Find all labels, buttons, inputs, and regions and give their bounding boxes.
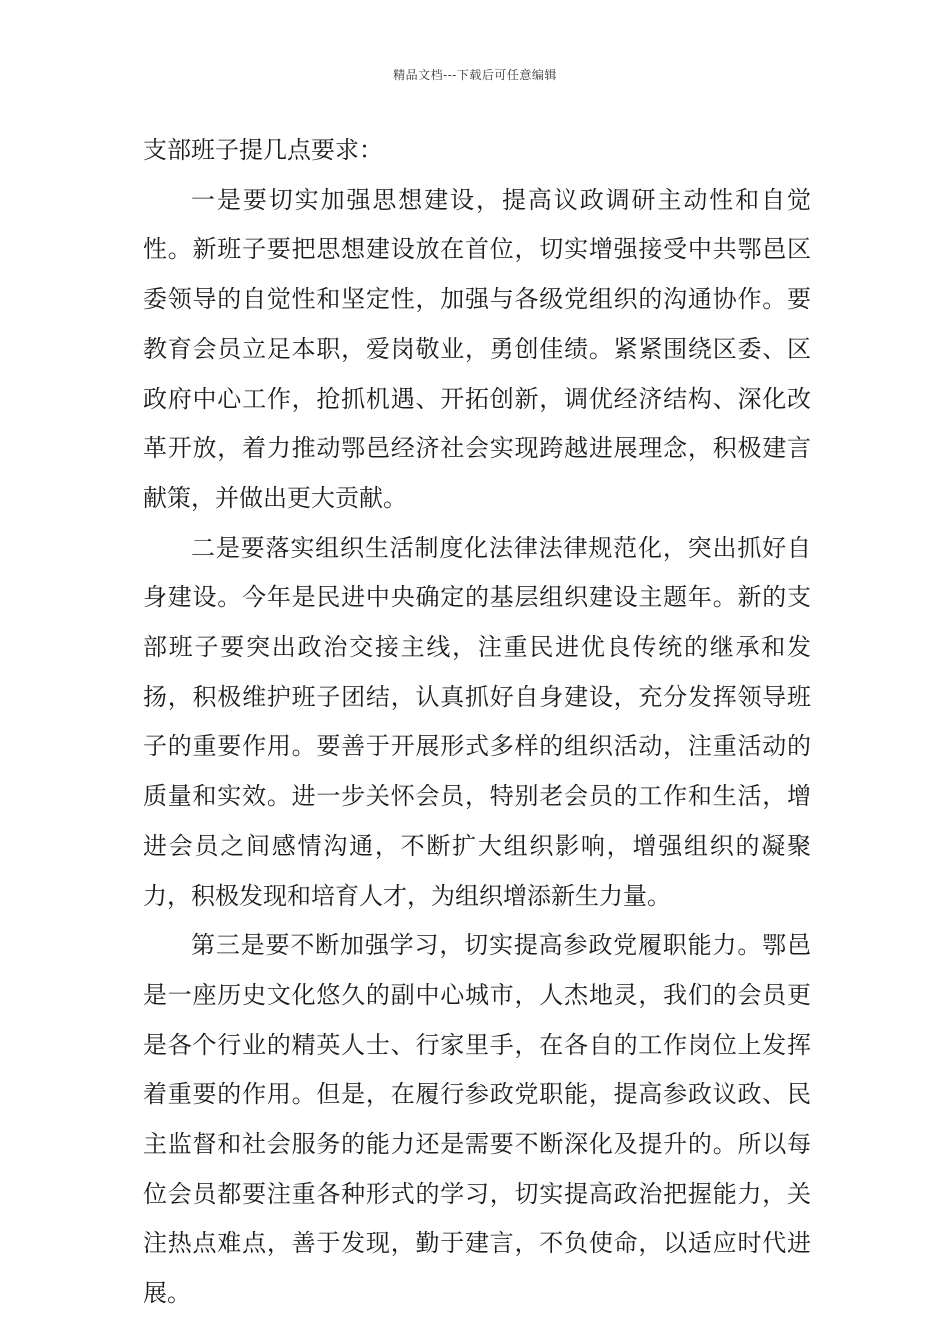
page-header: 精品文档---下载后可任意编辑 <box>393 68 557 82</box>
paragraph-intro: 支部班子提几点要求： <box>143 136 383 164</box>
paragraph-first-requirement: 一是要切实加强思想建设，提高议政调研主动性和自觉性。新班子要把思想建设放在首位，切实增强接受中共鄂邑区委领导的自觉性和坚定性，加强与各级党组织的沟通协作。要教育会员立足本职，爱岗敬业，勇创佳绩。紧紧围绕区委、区政府中心工作，抢抓机遇、开拓创新，调优经济结构、深化改革开放，着力推动鄂邑经济社会实现跨越进展理念，积极建言献策，并做出更大贡献。 <box>143 185 811 512</box>
paragraph-third-requirement: 第三是要不断加强学习，切实提高参政党履职能力。鄂邑是一座历史文化悠久的副中心城市，人杰地灵，我们的会员更是各个行业的精英人士、行家里手，在各自的工作岗位上发挥着重要的作用。但是，在履行参政党职能，提高参政议政、民主监督和社会服务的能力还是需要不断深化及提升的。所以每位会员都要注重各种形式的学习，切实提高政治把握能力，关注热点难点，善于发现，勤于建言，不负使命，以适应时代进展。 <box>143 931 811 1308</box>
document-body <box>143 126 811 1319</box>
paragraph-second-requirement: 二是要落实组织生活制度化法律法律规范化，突出抓好自身建设。今年是民进中央确定的基层组织建设主题年。新的支部班子要突出政治交接主线，注重民进优良传统的继承和发扬，积极维护班子团结，认真抓好自身建设，充分发挥领导班子的重要作用。要善于开展形式多样的组织活动，注重活动的质量和实效。进一步关怀会员，特别老会员的工作和生活，增进会员之间感情沟通，不断扩大组织影响，增强组织的凝聚力，积极发现和培育人才，为组织增添新生力量。 <box>143 533 811 910</box>
